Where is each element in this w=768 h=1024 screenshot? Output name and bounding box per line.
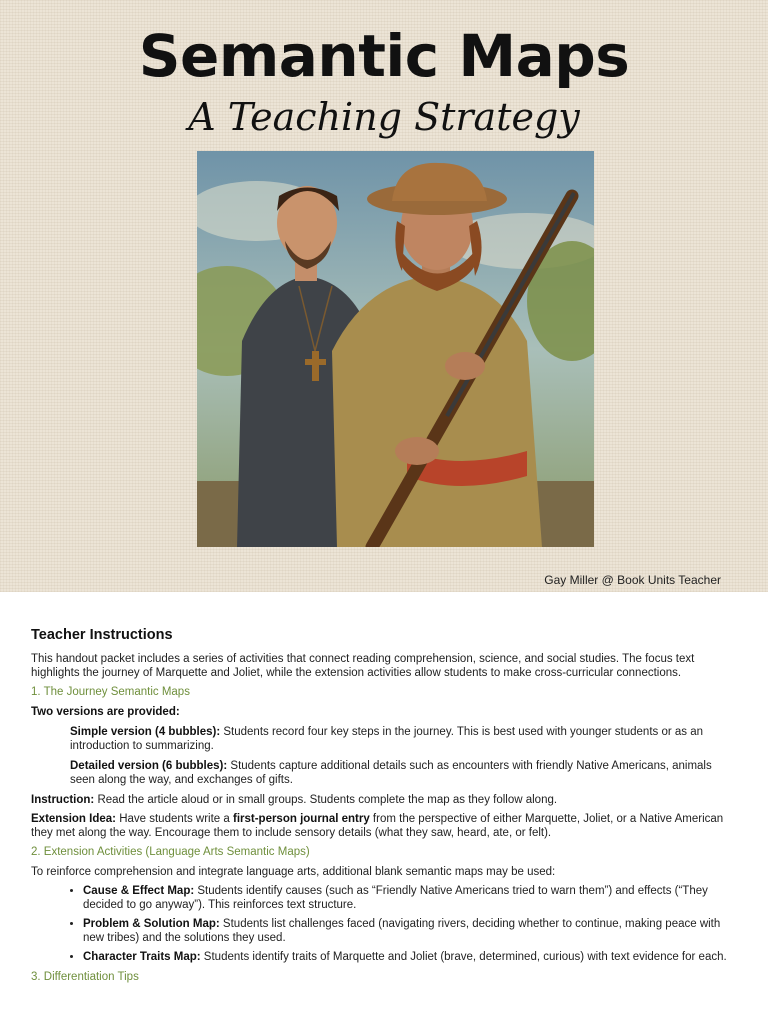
simple-version-text: Students record four key steps in the journey. This is best used with younger students or as an introduction to summarizing. xyxy=(70,726,704,752)
simple-version xyxy=(70,725,737,753)
list-item-label: Cause & Effect Map: xyxy=(83,885,195,897)
detailed-version xyxy=(70,759,737,787)
cover-illustration xyxy=(197,151,594,547)
detailed-version-label: Detailed version (6 bubbles): xyxy=(70,760,228,772)
list-item xyxy=(83,917,737,945)
extension-label: Extension Idea: xyxy=(31,813,116,825)
teacher-instructions xyxy=(31,626,737,990)
detailed-version-text: Students capture additional details such as encounters with friendly Native Americans, animals seen along the way, and exchanges of gifts. xyxy=(70,760,712,786)
list-item-text: Students identify causes (such as “Friendly Native Americans tried to warn them”) and effects (“They decided to go anyway”). This reinforces text structure. xyxy=(83,885,708,911)
author-credit: Gay Miller @ Book Units Teacher xyxy=(544,573,721,587)
section-3-title: 3. Differentiation Tips xyxy=(31,971,139,983)
extension-text-b: from the perspective of either Marquette, Joliet, or a Native American they met along the way. Encourage them to include sensory details (what they saw, heard, ate, or felt). xyxy=(31,813,724,839)
list-item xyxy=(83,884,737,912)
simple-version-label: Simple version (4 bubbles): xyxy=(70,726,221,738)
list-item-label: Character Traits Map: xyxy=(83,951,201,963)
extension-text-a: Have students write a xyxy=(116,813,233,825)
list-item-text: Students list challenges faced (navigating rivers, deciding whether to continue, making peace with new tribes) and the solutions they used. xyxy=(83,918,721,944)
extension-paragraph xyxy=(31,812,737,840)
page-title: Semantic Maps xyxy=(138,22,630,90)
instruction-label: Instruction: xyxy=(31,794,95,806)
list-item-label: Problem & Solution Map: xyxy=(83,918,220,930)
extension-bold: first-person journal entry xyxy=(232,813,370,825)
page-subtitle: A Teaching Strategy xyxy=(188,95,580,139)
instructions-heading: Teacher Instructions xyxy=(31,627,173,643)
instructions-intro: This handout packet includes a series of activities that connect reading comprehension, science, and social studies. The focus text highlights the journey of Marquette and Joliet, while the extension activities allow students to make cross-curricular connections. xyxy=(31,653,695,679)
section-1-title: 1. The Journey Semantic Maps xyxy=(31,686,190,698)
versions-label: Two versions are provided: xyxy=(31,706,180,718)
list-item-text: Students identify traits of Marquette and Joliet (brave, determined, curious) with text evidence for each. xyxy=(200,951,727,963)
instruction-paragraph xyxy=(31,793,737,807)
list-item xyxy=(83,950,737,964)
section-2-intro: To reinforce comprehension and integrate language arts, additional blank semantic maps may be used: xyxy=(31,866,556,878)
extension-activities-list xyxy=(31,884,737,964)
instruction-text: Read the article aloud or in small groups. Students complete the map as they follow along. xyxy=(94,794,558,806)
section-2-title: 2. Extension Activities (Language Arts Semantic Maps) xyxy=(31,846,310,858)
